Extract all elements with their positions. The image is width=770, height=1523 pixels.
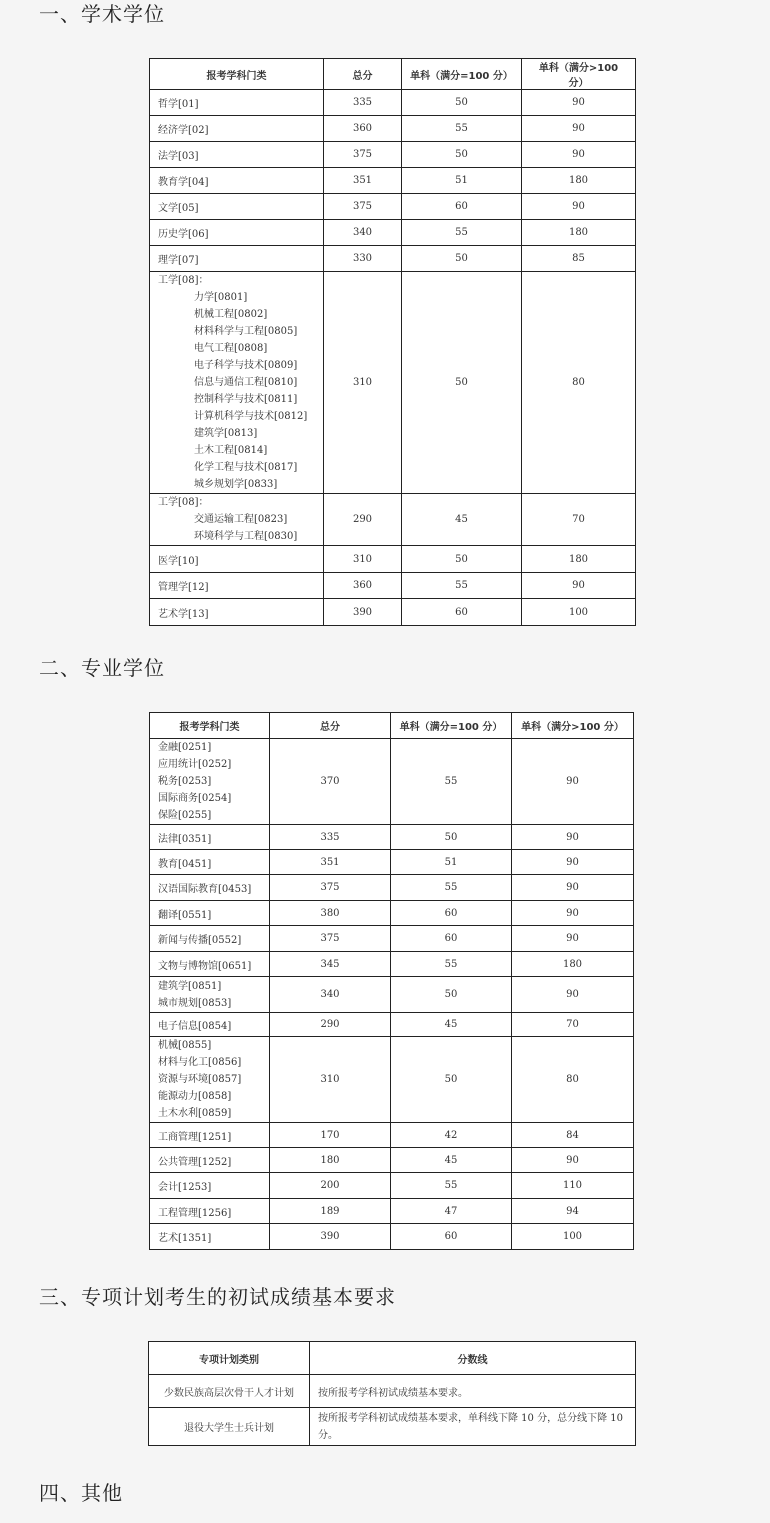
section-heading-special-plans: 三、专项计划考生的初试成绩基本要求 (39, 1285, 396, 1309)
col-header-single-over-100: 单科（满分>100 分） (512, 713, 634, 739)
row-name-group (150, 272, 324, 494)
table-row (150, 1123, 634, 1148)
row-total: 375 (324, 194, 402, 220)
row-single-100: 60 (391, 1224, 512, 1250)
row-name: 工商管理[1251] (150, 1123, 270, 1148)
plan-score-line: 按所报考学科初试成绩基本要求。 (310, 1375, 636, 1408)
table-row (150, 220, 636, 246)
col-header-single-100: 单科（满分=100 分） (402, 59, 522, 90)
row-single-100: 60 (391, 926, 512, 952)
table-row (150, 1199, 634, 1224)
row-single-100: 45 (391, 1013, 512, 1037)
row-total: 330 (324, 246, 402, 272)
row-single-over: 90 (522, 116, 636, 142)
row-single-100: 50 (402, 142, 522, 168)
special-plan-table (148, 1341, 636, 1446)
table-row (150, 116, 636, 142)
row-single-over: 90 (522, 90, 636, 116)
row-name: 文学[05] (150, 194, 324, 220)
row-single-100: 50 (402, 90, 522, 116)
row-single-over: 180 (512, 952, 634, 977)
row-single-over: 90 (512, 1148, 634, 1173)
sub-discipline: 信息与通信工程[0810] (194, 377, 298, 388)
plan-score-line: 按所报考学科初试成绩基本要求，单科线下降 10 分，总分线下降 10 分。 (310, 1408, 636, 1446)
table-row (150, 194, 636, 220)
row-single-100: 60 (402, 194, 522, 220)
row-single-over: 100 (512, 1224, 634, 1250)
row-name: 文物与博物馆[0651] (150, 952, 270, 977)
table-row-engineering-group-2 (150, 494, 636, 546)
sub-discipline: 计算机科学与技术[0812] (194, 411, 308, 422)
row-single-over: 84 (512, 1123, 634, 1148)
row-total: 351 (324, 168, 402, 194)
row-total: 310 (270, 1037, 391, 1123)
col-header-plan-category: 专项计划类别 (149, 1342, 310, 1375)
row-name: 汉语国际教育[0453] (150, 875, 270, 901)
row-name: 法学[03] (150, 142, 324, 168)
row-total: 189 (270, 1199, 391, 1224)
table-row-mechanical-group (150, 1037, 634, 1123)
row-name: 艺术学[13] (150, 599, 324, 626)
row-single-100: 50 (402, 546, 522, 573)
row-single-over: 90 (522, 142, 636, 168)
col-header-category: 报考学科门类 (150, 713, 270, 739)
discipline: 土木水利[0859] (158, 1108, 232, 1119)
row-single-over: 180 (522, 546, 636, 573)
row-total: 335 (324, 90, 402, 116)
col-header-single-100: 单科（满分=100 分） (391, 713, 512, 739)
row-name: 医学[10] (150, 546, 324, 573)
row-name-group (150, 977, 270, 1013)
row-name: 翻译[0551] (150, 901, 270, 926)
row-total: 290 (324, 494, 402, 546)
row-single-over: 90 (512, 739, 634, 825)
row-total: 360 (324, 573, 402, 599)
row-name: 教育[0451] (150, 850, 270, 875)
discipline: 机械[0855] (158, 1040, 212, 1051)
row-name: 历史学[06] (150, 220, 324, 246)
row-single-100: 55 (402, 220, 522, 246)
col-header-single-over-100: 单科（满分>100 分） (522, 59, 636, 90)
row-single-over: 90 (512, 977, 634, 1013)
discipline: 国际商务[0254] (158, 793, 232, 804)
row-single-100: 51 (391, 850, 512, 875)
table-row-engineering-group-1 (150, 272, 636, 494)
row-single-100: 55 (402, 573, 522, 599)
table-header-row (150, 713, 634, 739)
sub-discipline: 土木工程[0814] (194, 445, 268, 456)
row-name: 公共管理[1252] (150, 1148, 270, 1173)
table-row (150, 825, 634, 850)
table-row (150, 875, 634, 901)
section-heading-academic: 一、学术学位 (39, 2, 165, 26)
sub-discipline: 材料科学与工程[0805] (194, 326, 298, 337)
row-single-100: 60 (391, 901, 512, 926)
group-title: 工学[08]： (158, 497, 209, 508)
sub-discipline: 环境科学与工程[0830] (194, 531, 298, 542)
row-single-over: 70 (512, 1013, 634, 1037)
row-name-group (150, 494, 324, 546)
sub-discipline: 化学工程与技术[0817] (194, 462, 298, 473)
plan-category: 少数民族高层次骨干人才计划 (149, 1375, 310, 1408)
row-single-over: 90 (512, 850, 634, 875)
row-single-100: 50 (402, 246, 522, 272)
row-total: 360 (324, 116, 402, 142)
row-single-100: 60 (402, 599, 522, 626)
table-row (150, 901, 634, 926)
row-name: 理学[07] (150, 246, 324, 272)
row-single-over: 70 (522, 494, 636, 546)
row-total: 390 (324, 599, 402, 626)
row-name: 法律[0351] (150, 825, 270, 850)
row-total: 375 (270, 926, 391, 952)
row-single-over: 90 (512, 926, 634, 952)
table-row (149, 1375, 636, 1408)
table-row (150, 546, 636, 573)
academic-degree-table (149, 58, 636, 626)
row-single-over: 90 (512, 875, 634, 901)
row-single-over: 80 (512, 1037, 634, 1123)
table-row (150, 952, 634, 977)
col-header-score-line: 分数线 (310, 1342, 636, 1375)
plan-category: 退役大学生士兵计划 (149, 1408, 310, 1446)
discipline: 城市规划[0853] (158, 997, 232, 1009)
row-single-100: 42 (391, 1123, 512, 1148)
row-single-over: 90 (512, 901, 634, 926)
discipline: 保险[0255] (158, 810, 212, 821)
table-row (150, 246, 636, 272)
table-row (149, 1408, 636, 1446)
row-total: 200 (270, 1173, 391, 1199)
row-single-over: 85 (522, 246, 636, 272)
row-total: 345 (270, 952, 391, 977)
row-total: 335 (270, 825, 391, 850)
row-single-over: 90 (522, 573, 636, 599)
col-header-total: 总分 (270, 713, 391, 739)
sub-discipline: 机械工程[0802] (194, 309, 268, 320)
row-single-100: 51 (402, 168, 522, 194)
table-row (150, 850, 634, 875)
discipline: 能源动力[0858] (158, 1091, 232, 1102)
table-row (150, 599, 636, 626)
row-total: 340 (324, 220, 402, 246)
professional-degree-table (149, 712, 634, 1250)
table-row (150, 90, 636, 116)
row-name: 工程管理[1256] (150, 1199, 270, 1224)
row-total: 390 (270, 1224, 391, 1250)
row-single-100: 55 (402, 116, 522, 142)
row-name: 新闻与传播[0552] (150, 926, 270, 952)
row-single-over: 94 (512, 1199, 634, 1224)
table-row (150, 1224, 634, 1250)
row-total: 310 (324, 546, 402, 573)
row-single-over: 100 (522, 599, 636, 626)
col-header-category: 报考学科门类 (150, 59, 324, 90)
row-single-100: 50 (402, 272, 522, 494)
table-row (150, 1148, 634, 1173)
table-row (150, 1013, 634, 1037)
row-single-100: 47 (391, 1199, 512, 1224)
row-single-100: 50 (391, 825, 512, 850)
row-total: 351 (270, 850, 391, 875)
row-name: 经济学[02] (150, 116, 324, 142)
table-header-row (149, 1342, 636, 1375)
row-name: 艺术[1351] (150, 1224, 270, 1250)
table-row (150, 926, 634, 952)
row-total: 290 (270, 1013, 391, 1037)
discipline: 税务[0253] (158, 776, 212, 787)
row-single-over: 80 (522, 272, 636, 494)
discipline: 金融[0251] (158, 742, 212, 753)
row-total: 380 (270, 901, 391, 926)
row-name: 管理学[12] (150, 573, 324, 599)
sub-discipline: 电子科学与技术[0809] (194, 360, 298, 371)
row-name-group (150, 739, 270, 825)
row-name: 教育学[04] (150, 168, 324, 194)
col-header-total: 总分 (324, 59, 402, 90)
row-name-group (150, 1037, 270, 1123)
row-total: 375 (324, 142, 402, 168)
row-total: 170 (270, 1123, 391, 1148)
group-title: 工学[08]： (158, 275, 209, 286)
sub-discipline: 电气工程[0808] (194, 343, 268, 354)
table-row (150, 1173, 634, 1199)
row-single-100: 55 (391, 875, 512, 901)
row-single-over: 90 (512, 825, 634, 850)
table-row (150, 573, 636, 599)
table-row (150, 168, 636, 194)
row-single-over: 90 (522, 194, 636, 220)
section-heading-professional: 二、专业学位 (39, 656, 165, 680)
sub-discipline: 交通运输工程[0823] (194, 514, 288, 525)
row-single-100: 50 (391, 1037, 512, 1123)
row-name: 哲学[01] (150, 90, 324, 116)
row-single-100: 55 (391, 1173, 512, 1199)
section-heading-other: 四、其他 (39, 1481, 123, 1505)
row-single-100: 55 (391, 739, 512, 825)
row-single-100: 45 (391, 1148, 512, 1173)
discipline: 建筑学[0851] (158, 980, 222, 992)
sub-discipline: 力学[0801] (194, 292, 248, 303)
sub-discipline: 控制科学与技术[0811] (194, 394, 298, 405)
row-total: 180 (270, 1148, 391, 1173)
table-row-finance-group (150, 739, 634, 825)
sub-discipline: 建筑学[0813] (194, 428, 258, 439)
sub-discipline: 城乡规划学[0833] (194, 479, 278, 490)
row-single-over: 180 (522, 168, 636, 194)
table-row (150, 142, 636, 168)
discipline: 资源与环境[0857] (158, 1074, 242, 1085)
row-single-over: 180 (522, 220, 636, 246)
row-single-100: 50 (391, 977, 512, 1013)
row-single-100: 55 (391, 952, 512, 977)
table-row-architecture-group (150, 977, 634, 1013)
row-total: 310 (324, 272, 402, 494)
row-single-over: 110 (512, 1173, 634, 1199)
row-name: 电子信息[0854] (150, 1013, 270, 1037)
row-total: 375 (270, 875, 391, 901)
row-total: 370 (270, 739, 391, 825)
discipline: 应用统计[0252] (158, 759, 232, 770)
table-header-row (150, 59, 636, 90)
discipline: 材料与化工[0856] (158, 1057, 242, 1068)
row-single-100: 45 (402, 494, 522, 546)
row-total: 340 (270, 977, 391, 1013)
row-name: 会计[1253] (150, 1173, 270, 1199)
